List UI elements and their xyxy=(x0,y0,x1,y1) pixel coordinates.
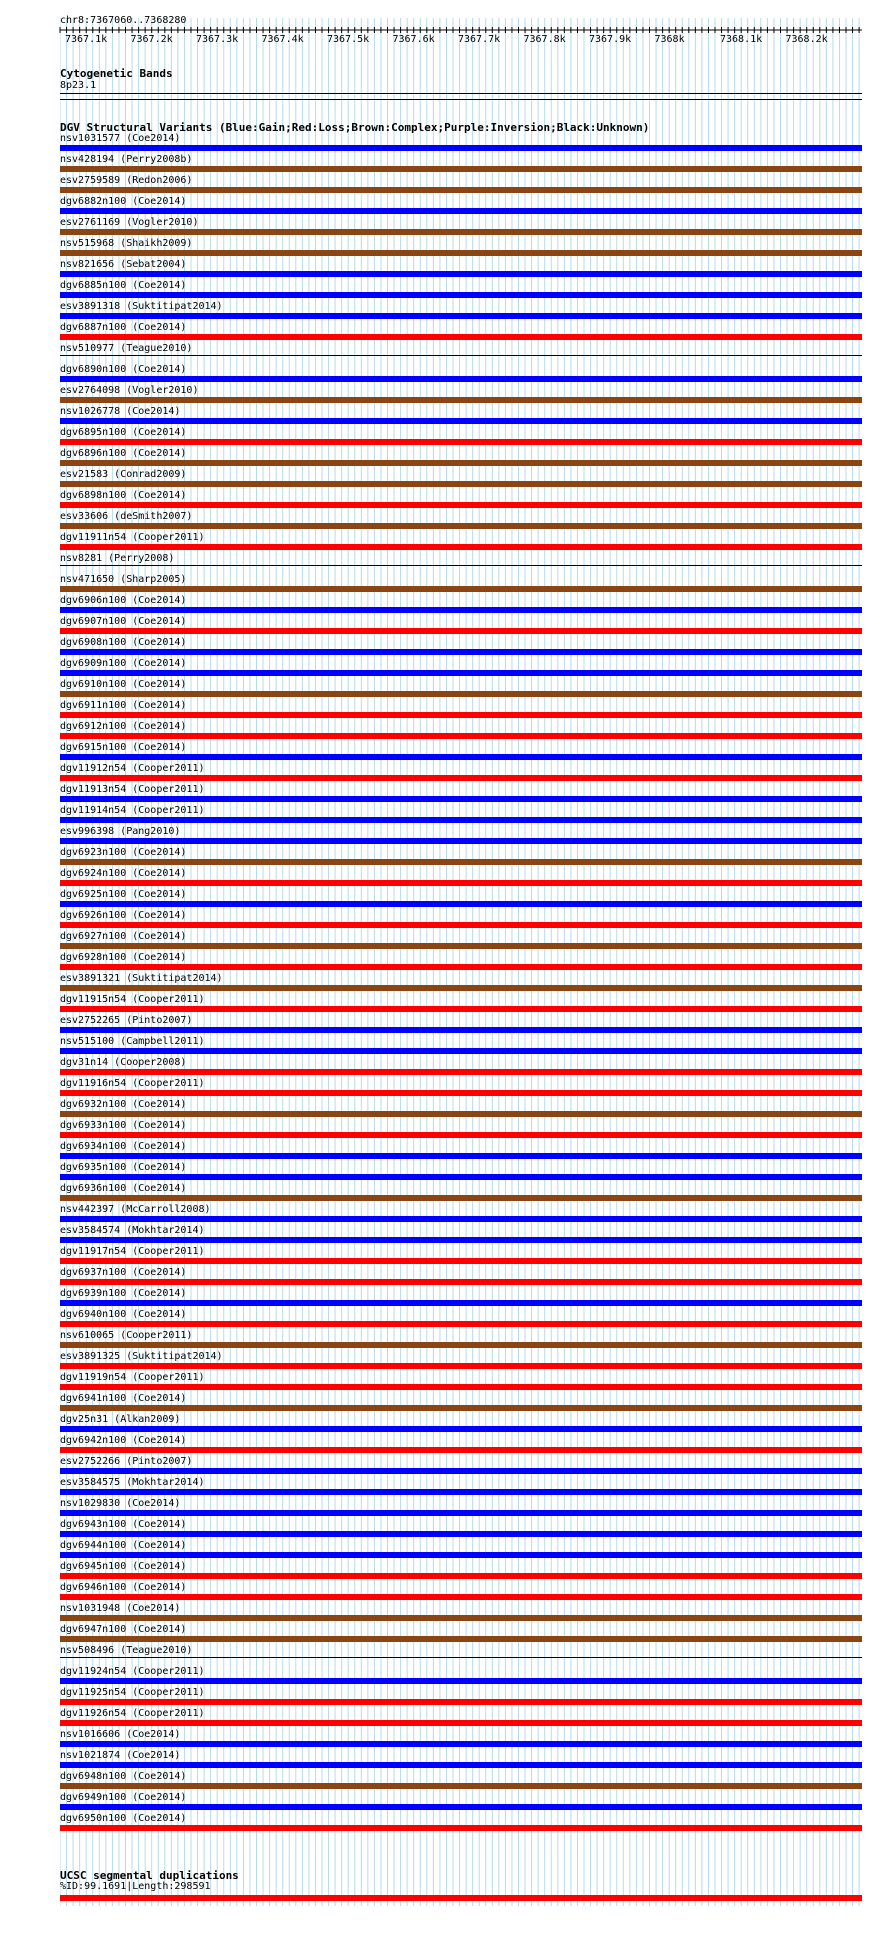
variant-bar[interactable] xyxy=(60,1090,862,1096)
variant-label: esv2759589 (Redon2006) xyxy=(60,175,193,186)
variant-bar[interactable] xyxy=(60,1405,862,1411)
variant-bar[interactable] xyxy=(60,943,862,949)
variant-label: nsv821656 (Sebat2004) xyxy=(60,259,187,270)
variant-bar[interactable] xyxy=(60,1594,862,1600)
variant-bar[interactable] xyxy=(60,1657,862,1658)
variant-label: dgv6937n100 (Coe2014) xyxy=(60,1267,187,1278)
ruler-tick-label: 7368.2k xyxy=(785,34,828,45)
variant-label: dgv6882n100 (Coe2014) xyxy=(60,196,187,207)
variant-bar[interactable] xyxy=(60,712,862,718)
variant-bar[interactable] xyxy=(60,1636,862,1642)
variant-bar[interactable] xyxy=(60,901,862,907)
variant-label: dgv11924n54 (Cooper2011) xyxy=(60,1666,205,1677)
variant-bar[interactable] xyxy=(60,838,862,844)
variant-label: nsv442397 (McCarroll2008) xyxy=(60,1204,211,1215)
variant-bar[interactable] xyxy=(60,502,862,508)
variant-label: dgv6911n100 (Coe2014) xyxy=(60,700,187,711)
variant-bar[interactable] xyxy=(60,376,862,382)
variant-bar[interactable] xyxy=(60,1363,862,1369)
variant-label: esv21583 (Conrad2009) xyxy=(60,469,187,480)
variant-bar[interactable] xyxy=(60,880,862,886)
variant-bar[interactable] xyxy=(60,775,862,781)
segdup-label: %ID:99.1691|Length:298591 xyxy=(60,1881,211,1892)
variant-label: dgv6910n100 (Coe2014) xyxy=(60,679,187,690)
variant-label: esv3891321 (Suktitipat2014) xyxy=(60,973,223,984)
variant-label: esv33606 (deSmith2007) xyxy=(60,511,193,522)
variant-label: dgv6925n100 (Coe2014) xyxy=(60,889,187,900)
variant-bar[interactable] xyxy=(60,250,862,256)
variant-bar[interactable] xyxy=(60,1027,862,1033)
variant-label: dgv6906n100 (Coe2014) xyxy=(60,595,187,606)
variant-bar[interactable] xyxy=(60,1804,862,1810)
variant-label: dgv6944n100 (Coe2014) xyxy=(60,1540,187,1551)
variant-bar[interactable] xyxy=(60,334,862,340)
variant-bar[interactable] xyxy=(60,313,862,319)
variant-bar[interactable] xyxy=(60,544,862,550)
variant-label: nsv471650 (Sharp2005) xyxy=(60,574,187,585)
variant-label: dgv6945n100 (Coe2014) xyxy=(60,1561,187,1572)
variant-bar[interactable] xyxy=(60,796,862,802)
variant-label: nsv1016606 (Coe2014) xyxy=(60,1729,181,1740)
variant-bar[interactable] xyxy=(60,670,862,676)
variant-label: dgv6927n100 (Coe2014) xyxy=(60,931,187,942)
variant-bar[interactable] xyxy=(60,1300,862,1306)
coordinate-label: chr8:7367060..7368280 xyxy=(60,15,187,26)
variant-label: dgv6909n100 (Coe2014) xyxy=(60,658,187,669)
variant-bar[interactable] xyxy=(60,397,862,403)
ruler-tick-label: 7367.7k xyxy=(458,34,501,45)
variant-bar[interactable] xyxy=(60,1552,862,1558)
variant-label: dgv6923n100 (Coe2014) xyxy=(60,847,187,858)
variant-label: dgv6926n100 (Coe2014) xyxy=(60,910,187,921)
variant-label: dgv11917n54 (Cooper2011) xyxy=(60,1246,205,1257)
variant-label: dgv6908n100 (Coe2014) xyxy=(60,637,187,648)
variant-bar[interactable] xyxy=(60,1132,862,1138)
variant-label: nsv428194 (Perry2008b) xyxy=(60,154,193,165)
variant-bar[interactable] xyxy=(60,1489,862,1495)
variant-bar[interactable] xyxy=(60,1573,862,1579)
variant-bar[interactable] xyxy=(60,586,862,592)
segdup-bar[interactable] xyxy=(60,1895,862,1901)
ruler-tick-label: 7367.6k xyxy=(392,34,435,45)
variant-label: dgv6890n100 (Coe2014) xyxy=(60,364,187,375)
variant-bar[interactable] xyxy=(60,1720,862,1726)
ruler-tick-label: 7367.3k xyxy=(196,34,239,45)
variant-label: dgv6907n100 (Coe2014) xyxy=(60,616,187,627)
variant-label: dgv11916n54 (Cooper2011) xyxy=(60,1078,205,1089)
variant-label: dgv6947n100 (Coe2014) xyxy=(60,1624,187,1635)
variant-label: dgv11919n54 (Cooper2011) xyxy=(60,1372,205,1383)
segdup-track-title: UCSC segmental duplications xyxy=(60,1869,239,1882)
variant-bar[interactable] xyxy=(60,1342,862,1348)
variant-bar[interactable] xyxy=(60,481,862,487)
variant-label: esv2752266 (Pinto2007) xyxy=(60,1456,193,1467)
ruler-tick-label: 7367.9k xyxy=(589,34,632,45)
cyto-track-title: Cytogenetic Bands xyxy=(60,67,173,80)
variant-label: dgv31n14 (Cooper2008) xyxy=(60,1057,187,1068)
variant-label: dgv11913n54 (Cooper2011) xyxy=(60,784,205,795)
variant-label: nsv515100 (Campbell2011) xyxy=(60,1036,205,1047)
variant-bar[interactable] xyxy=(60,964,862,970)
ruler-tick-label: 7367.5k xyxy=(327,34,370,45)
variant-bar[interactable] xyxy=(60,1447,862,1453)
variant-bar[interactable] xyxy=(60,817,862,823)
variant-label: nsv508496 (Teague2010) xyxy=(60,1645,193,1656)
variant-label: dgv6887n100 (Coe2014) xyxy=(60,322,187,333)
variant-bar[interactable] xyxy=(60,1006,862,1012)
variant-label: dgv6942n100 (Coe2014) xyxy=(60,1435,187,1446)
variant-bar[interactable] xyxy=(60,1195,862,1201)
variant-bar[interactable] xyxy=(60,649,862,655)
variant-label: nsv1026778 (Coe2014) xyxy=(60,406,181,417)
variant-label: nsv1021874 (Coe2014) xyxy=(60,1750,181,1761)
variant-label: dgv11912n54 (Cooper2011) xyxy=(60,763,205,774)
variant-bar[interactable] xyxy=(60,607,862,613)
variant-bar[interactable] xyxy=(60,1615,862,1621)
variant-label: dgv6898n100 (Coe2014) xyxy=(60,490,187,501)
variant-bar[interactable] xyxy=(60,523,862,529)
variant-bar[interactable] xyxy=(60,1699,862,1705)
variant-bar[interactable] xyxy=(60,565,862,566)
dgv-track-title: DGV Structural Variants (Blue:Gain;Red:Loss;Brown:Complex;Purple:Inversion;Black:Unknown) xyxy=(60,121,650,134)
variant-bar[interactable] xyxy=(60,1783,862,1789)
variant-bar[interactable] xyxy=(60,1069,862,1075)
ruler-tick-label: 7367.1k xyxy=(65,34,108,45)
ruler-tick-label: 7368.1k xyxy=(720,34,763,45)
variant-bar[interactable] xyxy=(60,1741,862,1747)
variant-bar[interactable] xyxy=(60,187,862,193)
variant-bar[interactable] xyxy=(60,1048,862,1054)
variant-label: dgv11914n54 (Cooper2011) xyxy=(60,805,205,816)
variant-label: dgv25n31 (Alkan2009) xyxy=(60,1414,181,1425)
variant-bar[interactable] xyxy=(60,1111,862,1117)
variant-bar[interactable] xyxy=(60,439,862,445)
variant-bar[interactable] xyxy=(60,1531,862,1537)
variant-label: esv996398 (Pang2010) xyxy=(60,826,181,837)
variant-label: dgv6941n100 (Coe2014) xyxy=(60,1393,187,1404)
variant-bar[interactable] xyxy=(60,271,862,277)
variant-bar[interactable] xyxy=(60,1279,862,1285)
variant-bar[interactable] xyxy=(60,1468,862,1474)
variant-label: nsv1029830 (Coe2014) xyxy=(60,1498,181,1509)
variant-label: dgv6943n100 (Coe2014) xyxy=(60,1519,187,1530)
variant-label: esv2764098 (Vogler2010) xyxy=(60,385,199,396)
variant-label: dgv6935n100 (Coe2014) xyxy=(60,1162,187,1173)
variant-label: dgv6948n100 (Coe2014) xyxy=(60,1771,187,1782)
variant-label: nsv510977 (Teague2010) xyxy=(60,343,193,354)
variant-label: dgv6932n100 (Coe2014) xyxy=(60,1099,187,1110)
variant-label: dgv6915n100 (Coe2014) xyxy=(60,742,187,753)
variant-bar[interactable] xyxy=(60,460,862,466)
ruler-tick-label: 7368k xyxy=(654,34,685,45)
variant-bar[interactable] xyxy=(60,145,862,151)
variant-bar[interactable] xyxy=(60,859,862,865)
ruler-tick-label: 7367.8k xyxy=(523,34,566,45)
variant-label: nsv8281 (Perry2008) xyxy=(60,553,175,564)
variant-label: dgv6933n100 (Coe2014) xyxy=(60,1120,187,1131)
variant-bar[interactable] xyxy=(60,1321,862,1327)
variant-label: esv2761169 (Vogler2010) xyxy=(60,217,199,228)
variant-bar[interactable] xyxy=(60,733,862,739)
variant-bar[interactable] xyxy=(60,1237,862,1243)
ruler-tick-label: 7367.4k xyxy=(261,34,304,45)
variant-bar[interactable] xyxy=(60,208,862,214)
variant-label: dgv11926n54 (Cooper2011) xyxy=(60,1708,205,1719)
variant-label: dgv6896n100 (Coe2014) xyxy=(60,448,187,459)
variant-label: dgv6949n100 (Coe2014) xyxy=(60,1792,187,1803)
variant-bar[interactable] xyxy=(60,1426,862,1432)
variant-label: dgv6895n100 (Coe2014) xyxy=(60,427,187,438)
variant-label: dgv6950n100 (Coe2014) xyxy=(60,1813,187,1824)
variant-bar[interactable] xyxy=(60,1216,862,1222)
variant-label: dgv6940n100 (Coe2014) xyxy=(60,1309,187,1320)
variant-bar[interactable] xyxy=(60,1153,862,1159)
separator xyxy=(60,99,862,100)
variant-label: dgv6934n100 (Coe2014) xyxy=(60,1141,187,1152)
variant-label: dgv11925n54 (Cooper2011) xyxy=(60,1687,205,1698)
cyto-band-label: 8p23.1 xyxy=(60,80,97,91)
variant-bar[interactable] xyxy=(60,985,862,991)
variant-bar[interactable] xyxy=(60,229,862,235)
variant-bar[interactable] xyxy=(60,922,862,928)
variant-label: dgv6946n100 (Coe2014) xyxy=(60,1582,187,1593)
variant-label: esv2752265 (Pinto2007) xyxy=(60,1015,193,1026)
variant-label: esv3584574 (Mokhtar2014) xyxy=(60,1225,205,1236)
separator xyxy=(60,93,862,94)
variant-bar[interactable] xyxy=(60,1510,862,1516)
variant-bar[interactable] xyxy=(60,754,862,760)
variant-label: nsv610065 (Cooper2011) xyxy=(60,1330,193,1341)
variant-bar[interactable] xyxy=(60,166,862,172)
variant-bar[interactable] xyxy=(60,292,862,298)
variant-label: dgv11911n54 (Cooper2011) xyxy=(60,532,205,543)
variant-label: dgv11915n54 (Cooper2011) xyxy=(60,994,205,1005)
variant-bar[interactable] xyxy=(60,628,862,634)
variant-label: nsv1031577 (Coe2014) xyxy=(60,133,181,144)
variant-label: dgv6936n100 (Coe2014) xyxy=(60,1183,187,1194)
variant-label: nsv1031948 (Coe2014) xyxy=(60,1603,181,1614)
variant-bar[interactable] xyxy=(60,1678,862,1684)
variant-bar[interactable] xyxy=(60,1825,862,1831)
variant-bar[interactable] xyxy=(60,355,862,356)
variant-label: nsv515968 (Shaikh2009) xyxy=(60,238,193,249)
variant-label: esv3584575 (Mokhtar2014) xyxy=(60,1477,205,1488)
variant-label: dgv6928n100 (Coe2014) xyxy=(60,952,187,963)
variant-label: dgv6939n100 (Coe2014) xyxy=(60,1288,187,1299)
variant-bar[interactable] xyxy=(60,691,862,697)
variant-bar[interactable] xyxy=(60,418,862,424)
variant-label: dgv6912n100 (Coe2014) xyxy=(60,721,187,732)
variant-bar[interactable] xyxy=(60,1762,862,1768)
variant-bar[interactable] xyxy=(60,1384,862,1390)
variant-label: esv3891325 (Suktitipat2014) xyxy=(60,1351,223,1362)
variant-bar[interactable] xyxy=(60,1174,862,1180)
variant-label: dgv6885n100 (Coe2014) xyxy=(60,280,187,291)
ruler-tick-label: 7367.2k xyxy=(130,34,173,45)
variant-label: dgv6924n100 (Coe2014) xyxy=(60,868,187,879)
variant-label: esv3891318 (Suktitipat2014) xyxy=(60,301,223,312)
variant-bar[interactable] xyxy=(60,1258,862,1264)
